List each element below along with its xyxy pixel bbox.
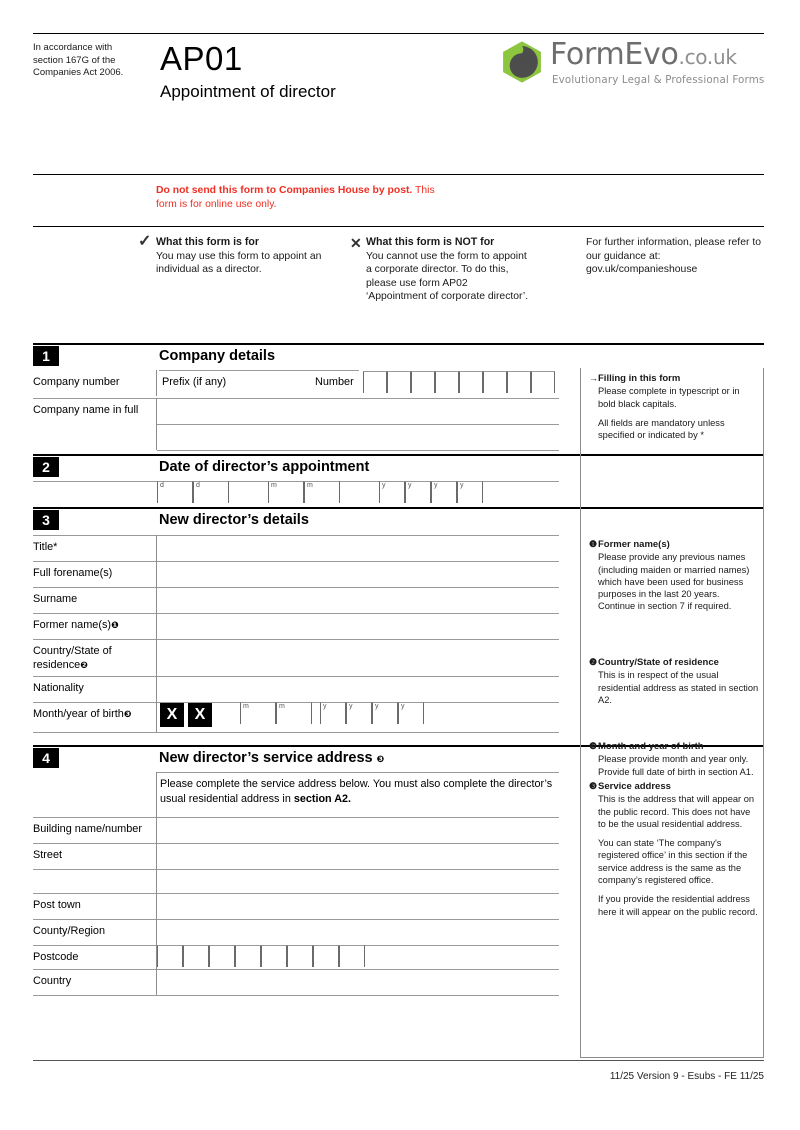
guidance-note-heading: Service address [598, 781, 671, 792]
input-nationality[interactable] [157, 677, 559, 701]
char-cell[interactable] [261, 945, 287, 967]
rule-s1-a [159, 370, 359, 371]
divider-s4-0 [156, 772, 157, 817]
input-full-forename-s[interactable] [157, 562, 559, 586]
char-cell-hint: y [323, 703, 327, 710]
logo-word-main: FormEvo [550, 37, 679, 72]
input-building-name-number[interactable] [157, 818, 559, 842]
char-cell[interactable] [313, 945, 339, 967]
char-cell[interactable] [240, 702, 276, 724]
tick-icon: ✓ [138, 233, 152, 250]
char-cell[interactable] [304, 481, 340, 503]
row-rule [33, 732, 559, 733]
section-number-4: 4 [33, 748, 59, 768]
char-cell[interactable] [483, 371, 507, 393]
section-number-2: 2 [33, 457, 59, 477]
label-month-year-of-birth [33, 708, 153, 723]
guidance-note-marker: → [589, 373, 598, 383]
label-company-name: Company name in full [33, 404, 139, 416]
char-cell[interactable] [405, 481, 431, 503]
service-address-instruction-bold: section A2. [293, 792, 352, 805]
guidance-note-heading: Filling in this form [598, 373, 681, 384]
dob-redacted-box: X [160, 703, 184, 727]
what-form-is-not-for [366, 236, 531, 304]
input-former-name-s[interactable] [157, 614, 559, 638]
section-title-2: Date of director’s appointment [159, 459, 370, 475]
char-cell[interactable] [435, 371, 459, 393]
guidance-note-heading: Month and year of birth [598, 741, 704, 752]
input-street[interactable] [157, 844, 559, 868]
label-number: Number [315, 376, 354, 388]
label-postcode: Postcode [33, 951, 79, 963]
rule-under-notice [33, 226, 764, 227]
guidance-note-marker: ❸ [589, 781, 598, 791]
guidance-note [589, 740, 759, 785]
what-form-is-for-body: You may use this form to appoint an individual as a director. [156, 250, 322, 276]
guidance-note-heading: Former name(s) [598, 539, 670, 550]
char-cell[interactable] [235, 945, 261, 967]
guidance-note-heading-line [589, 780, 759, 793]
char-cell[interactable] [193, 481, 229, 503]
service-address-instruction [160, 777, 560, 806]
label-surname [33, 593, 153, 607]
notice-bold: Do not send this form to Companies House by post. [156, 185, 413, 196]
char-cell-hint: y [349, 703, 353, 710]
label-text: Surname [33, 593, 78, 605]
guidance-note-heading-line [589, 538, 759, 551]
note-marker: ❶ [111, 621, 119, 631]
char-cell[interactable] [183, 945, 209, 967]
char-cell-hint: y [408, 482, 412, 489]
guidance-note [589, 372, 759, 448]
char-cell-hint: m [279, 703, 285, 710]
input-country-state-of-residence[interactable] [157, 640, 559, 675]
rule-above-s1 [33, 343, 764, 345]
char-cell[interactable] [459, 371, 483, 393]
input-company-name-line2[interactable] [157, 425, 559, 449]
logo-tagline: Evolutionary Legal & Professional Forms [552, 74, 765, 86]
section-number-3: 3 [33, 510, 59, 530]
rule-under-header [33, 174, 764, 175]
what-form-is-for [156, 236, 331, 277]
input-street-line2[interactable] [157, 870, 559, 894]
further-information [586, 236, 766, 277]
label-full-forename-s [33, 567, 153, 581]
guidance-note-marker: ❶ [589, 539, 598, 549]
section-title-4 [159, 750, 384, 766]
row-divider [156, 702, 157, 732]
rule-s1-d [157, 450, 559, 451]
guidance-note-paragraph: All fields are mandatory unless specified or indicated by * [598, 417, 725, 441]
further-information-body: For further information, please refer to our guidance at: gov.uk/companieshouse [586, 237, 761, 276]
guidance-note-paragraph: This is in respect of the usual residential address as stated in section A2. [598, 670, 759, 705]
form-title: Appointment of director [160, 82, 336, 101]
guidance-note-paragraph: If you provide the residential address here it will appear on the public record. [598, 894, 758, 917]
note-marker: ❷ [80, 660, 88, 671]
label-text: Country/State of residence [33, 645, 112, 671]
char-cell[interactable] [431, 481, 457, 503]
logo-wordmark [550, 37, 737, 72]
rule-s4-a [157, 772, 559, 773]
label-building-name-number: Building name/number [33, 823, 142, 835]
online-use-notice [156, 184, 456, 212]
guidance-sidebar [580, 368, 764, 1058]
char-cell[interactable] [339, 945, 365, 967]
char-cell[interactable] [320, 702, 346, 724]
char-cell-hint: m [271, 482, 277, 489]
guidance-note [589, 656, 759, 713]
char-cell-hint: d [160, 482, 164, 489]
dob-redacted-box: X [188, 703, 212, 727]
char-cell[interactable] [276, 702, 312, 724]
label-text: Nationality [33, 682, 84, 694]
input-country[interactable] [157, 970, 559, 994]
guidance-note-heading-line [589, 372, 759, 385]
char-cell[interactable] [268, 481, 304, 503]
char-cell-hint: y [460, 482, 464, 489]
char-cell[interactable] [379, 481, 405, 503]
formevo-logo [500, 38, 765, 96]
char-cell[interactable] [507, 371, 531, 393]
input-post-town[interactable] [157, 894, 559, 918]
label-text: Full forename(s) [33, 567, 113, 579]
input-surname[interactable] [157, 588, 559, 612]
char-cell[interactable] [387, 371, 411, 393]
char-cell-hint: y [434, 482, 438, 489]
service-address-marker: ❸ [376, 755, 385, 765]
char-cell[interactable] [209, 945, 235, 967]
service-address-instruction-plain: Please complete the service address below. You must also complete the director’s usual residential address in [160, 778, 553, 805]
input-county-region[interactable] [157, 920, 559, 944]
label-country: Country [33, 975, 72, 987]
row-rule [33, 995, 559, 996]
char-cell-hint: y [375, 703, 379, 710]
char-cell[interactable] [398, 702, 424, 724]
char-cell[interactable] [287, 945, 313, 967]
guidance-note-marker: ❸ [589, 741, 598, 751]
char-cell-hint: d [196, 482, 200, 489]
char-cell[interactable] [157, 481, 193, 503]
input-company-name-line1[interactable] [157, 399, 559, 423]
rule-top [33, 33, 764, 34]
guidance-note-paragraph: Please provide any previous names (including maiden or married names) which have been used for business purposes in the last 20 years. Continue in section 7 if required. [598, 552, 750, 612]
input-title[interactable] [157, 536, 559, 560]
char-cell[interactable] [346, 702, 372, 724]
form-code: AP01 [160, 40, 243, 77]
footer-version: 11/25 Version 9 - Esubs - FE 11/25 [609, 1071, 764, 1082]
char-cell[interactable] [157, 945, 183, 967]
guidance-note [589, 780, 759, 925]
char-cell[interactable] [363, 371, 387, 393]
notice-rest: This form is for online use only. [156, 185, 435, 210]
char-cell-hint: m [307, 482, 313, 489]
char-cell-hint: y [382, 482, 386, 489]
label-prefix: Prefix (if any) [162, 376, 227, 388]
label-country-state-of-residence [33, 645, 153, 673]
guidance-note-heading-line [589, 740, 759, 753]
label-company-number: Company number [33, 376, 120, 388]
divider-s1-1 [156, 370, 157, 396]
cross-icon: ✕ [350, 235, 362, 251]
label-street: Street [33, 849, 63, 861]
label-text: Title* [33, 541, 58, 553]
guidance-note-paragraph: This is the address that will appear on the public record. This does not have to be the usual residential address. [598, 794, 755, 829]
rule-footer [33, 1060, 764, 1061]
section-title-1: Company details [159, 348, 276, 364]
logo-word-tld: .co.uk [678, 45, 737, 69]
guidance-note-heading: Country/State of residence [598, 657, 719, 668]
guidance-note-paragraph: Please complete in typescript or in bold black capitals. [598, 386, 740, 409]
section-number-1: 1 [33, 346, 59, 366]
label-title [33, 541, 153, 555]
accordance-text: In accordance with section 167G of the Companies Act 2006. [33, 42, 124, 78]
section-title-3: New director’s details [159, 512, 309, 528]
what-form-is-not-for-body: You cannot use the form to appoint a corporate director. To do this, please use form AP02 ‘Appointment of corporate director’. [366, 250, 529, 303]
char-cell-hint: y [401, 703, 405, 710]
char-cell[interactable] [372, 702, 398, 724]
label-county-region: County/Region [33, 925, 106, 937]
guidance-note-paragraph: Please provide month and year only. Provide full date of birth in section A1. [598, 754, 754, 777]
note-marker: ❸ [123, 710, 132, 720]
char-cell-hint: m [243, 703, 249, 710]
guidance-note-paragraph: You can state ‘The company's registered office’ in this section if the service address is the same as the company’s registered office. [598, 838, 748, 886]
what-form-is-not-for-heading: What this form is NOT for [366, 236, 495, 248]
guidance-note [589, 538, 759, 620]
label-text: Month/year of birth [33, 708, 124, 720]
label-nationality [33, 682, 153, 696]
label-text: Former name(s) [33, 619, 112, 631]
label-post-town: Post town [33, 899, 81, 911]
char-cell[interactable] [457, 481, 483, 503]
guidance-note-marker: ❷ [589, 657, 598, 667]
guidance-note-heading-line [589, 656, 759, 669]
what-form-is-for-heading: What this form is for [156, 236, 259, 248]
section-title-4-text: New director’s service address [159, 750, 373, 766]
formevo-logo-mark [500, 40, 544, 84]
char-cell[interactable] [531, 371, 555, 393]
label-former-name-s [33, 619, 153, 634]
char-cell[interactable] [411, 371, 435, 393]
